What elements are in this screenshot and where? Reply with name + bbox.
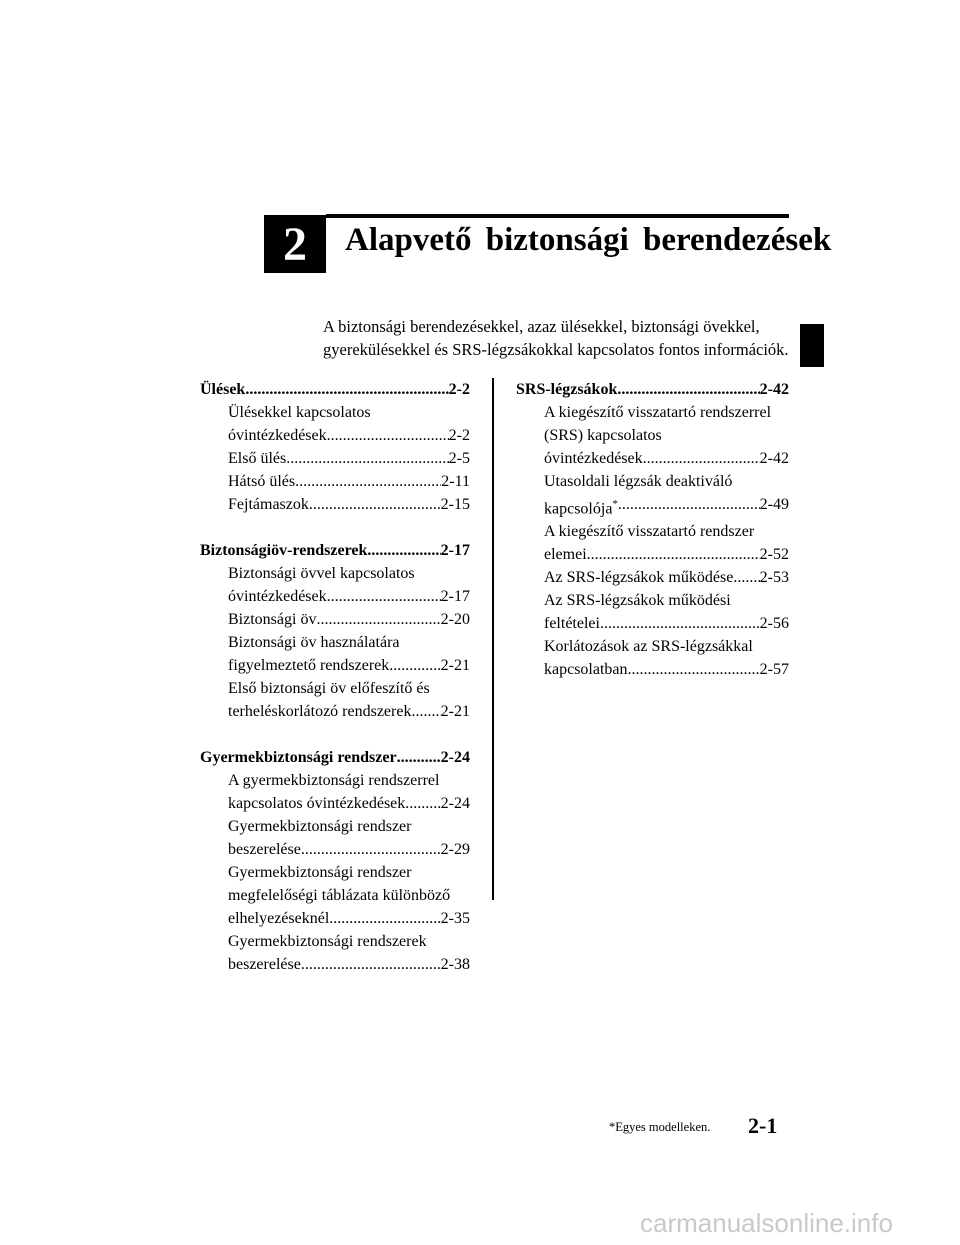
toc-entry[interactable]: feltételei ..... 2-56: [516, 612, 789, 635]
toc-entry-line: (SRS) kapcsolatos: [544, 427, 662, 444]
chapter-intro: [323, 315, 793, 361]
toc-entry[interactable]: kapcsolója* ..... 2-49: [516, 493, 789, 520]
toc-entry[interactable]: Fejtámaszok ..... 2-15: [200, 493, 470, 516]
toc-section-child-restraint: [200, 746, 470, 976]
toc-entry-line: A kiegészítő visszatartó rendszer: [544, 523, 755, 541]
toc-entry-line: Gyermekbiztonsági rendszerek: [228, 933, 427, 950]
toc-section-heading[interactable]: SRS-légzsákok ..... 2-42: [516, 378, 789, 401]
footnote: *Egyes modelleken.: [609, 1120, 711, 1134]
toc-entry[interactable]: figyelmeztető rendszerek ..... 2-21: [200, 654, 470, 677]
toc-entry[interactable]: óvintézkedések ..... 2-42: [516, 447, 789, 470]
toc-entry[interactable]: Biztonsági öv ..... 2-20: [200, 608, 470, 631]
toc-entry[interactable]: beszerelése ..... 2-29: [200, 838, 470, 861]
toc-section-heading[interactable]: Biztonságiöv-rendszerek ..... 2-17: [200, 539, 470, 562]
toc-section-seats: [200, 378, 470, 516]
toc-entry[interactable]: elemei ..... 2-52: [516, 543, 789, 566]
toc-entry-line: Biztonsági övvel kapcsolatos: [228, 565, 415, 582]
chapter-rule: [326, 214, 789, 218]
toc-entry[interactable]: óvintézkedések ..... 2-2: [200, 424, 470, 447]
toc-entry[interactable]: beszerelése ..... 2-38: [200, 953, 470, 976]
toc-entry-line: Első biztonsági öv előfeszítő és: [228, 680, 430, 697]
toc-entry[interactable]: Az SRS-légzsákok működése ..... 2-53: [516, 566, 789, 589]
chapter-number: 2: [264, 215, 326, 273]
toc-entry[interactable]: Első ülés ..... 2-5: [200, 447, 470, 470]
toc-left-column: [200, 378, 470, 999]
toc-entry[interactable]: Hátsó ülés ..... 2-11: [200, 470, 470, 493]
toc-section-heading[interactable]: Gyermekbiztonsági rendszer ..... 2-24: [200, 746, 470, 769]
toc-entry-line: Ülésekkel kapcsolatos: [228, 404, 371, 421]
toc-entry-line: Biztonsági öv használatára: [228, 634, 400, 651]
toc-entry-line: Utasoldali légzsák deaktiváló: [544, 473, 733, 490]
toc-entry[interactable]: kapcsolatban ..... 2-57: [516, 658, 789, 681]
toc-entry[interactable]: óvintézkedések ..... 2-17: [200, 585, 470, 608]
toc-entry[interactable]: kapcsolatos óvintézkedések ..... 2-24: [200, 792, 470, 815]
column-divider: [492, 378, 494, 900]
toc-entry[interactable]: elhelyezéseknél ..... 2-35: [200, 907, 470, 930]
intro-line: A biztonsági berendezésekkel, azaz ülésekkel, biztonsági övekkel,: [323, 317, 760, 336]
page-number: 2-1: [748, 1113, 778, 1138]
chapter-title: Alapvető biztonsági berendezések: [345, 222, 832, 258]
toc-entry-line: megfelelőségi táblázata különböző: [228, 887, 451, 904]
toc-entry-line: A kiegészítő visszatartó rendszerrel: [544, 404, 772, 421]
asterisk-mark: *: [612, 498, 618, 510]
toc-section-airbags: [516, 378, 789, 681]
toc-entry-line: Gyermekbiztonsági rendszer: [228, 864, 412, 881]
watermark: carmanualsonline.info: [640, 1208, 893, 1238]
intro-line: gyerekülésekkel és SRS-légzsákokkal kapcsolatos fontos információk.: [323, 340, 789, 359]
chapter-thumb-tab: [800, 324, 824, 367]
toc-entry[interactable]: terheléskorlátozó rendszerek ..... 2-21: [200, 700, 470, 723]
toc-section-heading[interactable]: Ülések ..... 2-2: [200, 378, 470, 401]
toc-entry-line: Az SRS-légzsákok működési: [544, 592, 731, 610]
toc-right-column: [516, 378, 789, 704]
toc-section-seatbelts: [200, 539, 470, 723]
toc-entry-line: Korlátozások az SRS-légzsákkal: [544, 638, 753, 656]
toc-entry-line: A gyermekbiztonsági rendszerrel: [228, 772, 440, 789]
toc-entry-line: Gyermekbiztonsági rendszer: [228, 818, 412, 835]
